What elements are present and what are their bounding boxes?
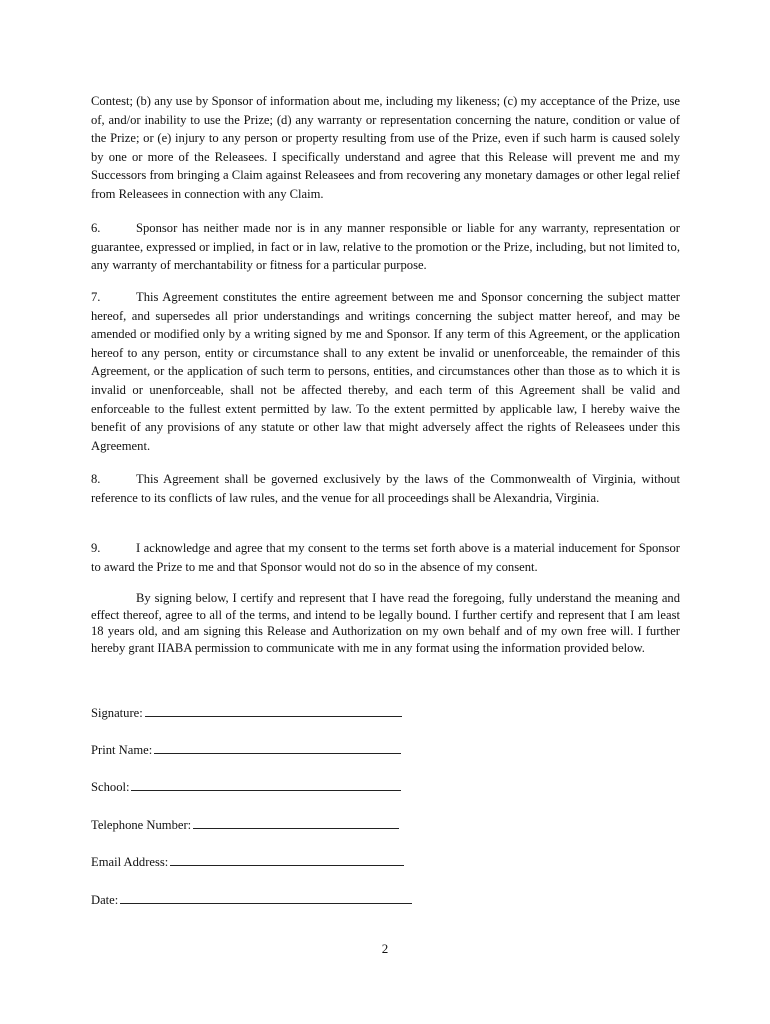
paragraph-8-text: This Agreement shall be governed exclusively by the laws of the Commonwealth of Virginia, without reference to its conflicts of law rules, and the venue for all proceedings shall be Alexandria, Virginia. [91,472,680,505]
paragraph-7-text: This Agreement constitutes the entire agreement between me and Sponsor concerning the subject matter hereof, and supersedes all prior understandings and writings concerning the subject matter hereof, and may be amended or modified only by a writing signed by me and Sponsor. If any term of this Agreement, or the application hereof to any person, entity or circumstance shall to any extent be invalid or unenforceable, the remainder of this Agreement, or the application of such term to persons, entities, and circumstances other than those as to which it is invalid or unenforceable, shall not be affected thereby, and each term of this Agreement shall be valid and enforceable to the fullest extent permitted by law. To the extent permitted by applicable law, I hereby waive the benefit of any provisions of any statute or other law that might adversely affect the rights of Releasees under this Agreement. [91,290,680,453]
paragraph-7 [91,288,680,455]
paragraph-6-number: 6. [91,221,101,235]
telephone-label: Telephone Number: [91,818,192,832]
signature-label: Signature: [91,706,143,720]
date-label: Date: [91,893,119,907]
email-label: Email Address: [91,855,169,869]
print-name-blank-line[interactable] [154,741,401,754]
signature-field [91,704,402,721]
paragraph-8 [91,470,680,507]
print-name-field [91,741,401,758]
school-blank-line[interactable] [131,778,401,791]
date-field [91,891,412,908]
email-blank-line[interactable] [170,853,404,866]
paragraph-6 [91,219,680,275]
signature-blank-line[interactable] [145,704,402,717]
email-field [91,853,404,870]
page-number: 2 [381,941,389,956]
paragraph-6-text: Sponsor has neither made nor is in any manner responsible or liable for any warranty, representation or guarantee, expressed or implied, in fact or in law, relative to the promotion or the Prize, including, but not limited to, any warranty of merchantability or fitness for a particular purpose. [91,221,680,273]
school-label: School: [91,780,130,794]
print-name-label: Print Name: [91,743,153,757]
school-field [91,778,401,795]
telephone-blank-line[interactable] [193,816,399,829]
paragraph-9-text: I acknowledge and agree that my consent to the terms set forth above is a material inducement for Sponsor to award the Prize to me and that Sponsor would not do so in the absence of my consent. [91,541,680,574]
paragraph-8-number: 8. [91,472,101,486]
paragraph-continued [91,92,680,204]
paragraph-7-number: 7. [91,290,101,304]
date-blank-line[interactable] [120,891,412,904]
paragraph-9-number: 9. [91,541,101,555]
certification-paragraph: By signing below, I certify and represent that I have read the foregoing, fully understand the meaning and effect thereof, agree to all of the terms, and intend to be legally bound. I further certify and represent that I am least 18 years old, and am signing this Release and Authorization on my own behalf and of my own free will. I further hereby grant IIABA permission to communicate with me in any format using the information provided below. [91,591,680,655]
paragraph-9 [91,539,680,576]
paragraph-continued-text: Contest; (b) any use by Sponsor of information about me, including my likeness; (c) my acceptance of the Prize, use of, and/or inability to use the Prize; (d) any warranty or representation concerning the nature, condition or value of the Prize; or (e) injury to any person or property resulting from use of the Prize, even if such harm is caused solely by one or more of the Releasees. I specifically understand and agree that this Release will prevent me and my Successors from bringing a Claim against Releasees and from recovering any monetary damages or other legal relief from Releasees in connection with any Claim. [91,94,680,201]
telephone-field [91,816,399,833]
